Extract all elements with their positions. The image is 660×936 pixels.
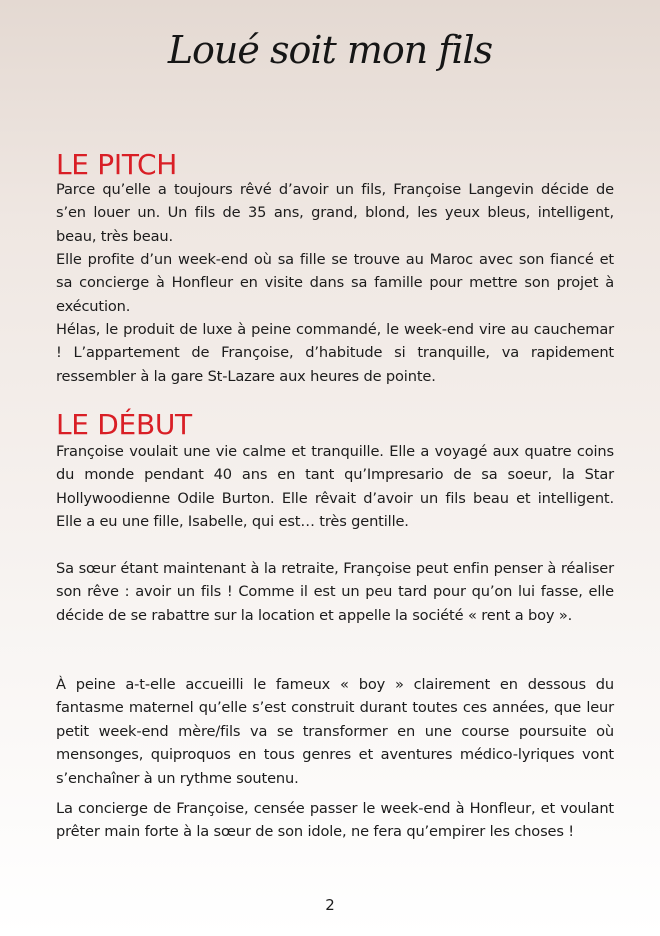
section-heading-pitch: LE PITCH [56, 148, 178, 181]
pitch-paragraph-3: Hélas, le produit de luxe à peine commandé, le week-end vire au cauchemar ! L’appartement de Françoise, d’habitude si tranquille, va rapidement ressembler à la gare St-Lazare aux heures de pointe. [56, 321, 614, 385]
debut-paragraph-1: Françoise voulait une vie calme et tranquille. Elle a voyagé aux quatre coins du monde pendant 40 ans en tant qu’Impresario de sa soeur, la Star Hollywoodienne Odile Burton. Elle rêvait d’avoir un fils beau et intelligent. Elle a eu une fille, Isabelle, qui est… très gentille. [56, 443, 614, 531]
debut-paragraph-4: La concierge de Françoise, censée passer le week-end à Honfleur, et voulant prêter main forte à la sœur de son idole, ne fera qu’empirer les choses ! [56, 800, 614, 841]
pitch-paragraph-2: Elle profite d’un week-end où sa fille se trouve au Maroc avec son fiancé et sa concierge à Honfleur en visite dans sa famille pour mettre son projet à exécution. [56, 251, 614, 315]
document-title: Loué soit mon fils [167, 28, 493, 72]
debut-paragraph-2: Sa sœur étant maintenant à la retraite, Françoise peut enfin penser à réaliser son rêve : avoir un fils ! Comme il est un peu tard pour qu’on lui fasse, elle décide de se rabattre sur la location et appelle la société « rent a boy ». [56, 560, 614, 624]
section-heading-debut: LE DÉBUT [56, 408, 192, 441]
page-number: 2 [325, 896, 335, 914]
debut-paragraph-3: À peine a-t-elle accueilli le fameux « boy » clairement en dessous du fantasme maternel qu’elle s’est construit durant toutes ces années, que leur petit week-end mère/fils va se transformer en une course poursuite où mensonges, quiproquos en tous genres et aventures médico-lyriques vont s’enchaîner à un rythme soutenu. [56, 676, 614, 787]
pitch-paragraph-1: Parce qu’elle a toujours rêvé d’avoir un fils, Françoise Langevin décide de s’en louer un. Un fils de 35 ans, grand, blond, les yeux bleus, intelligent, beau, très beau. [56, 181, 614, 245]
